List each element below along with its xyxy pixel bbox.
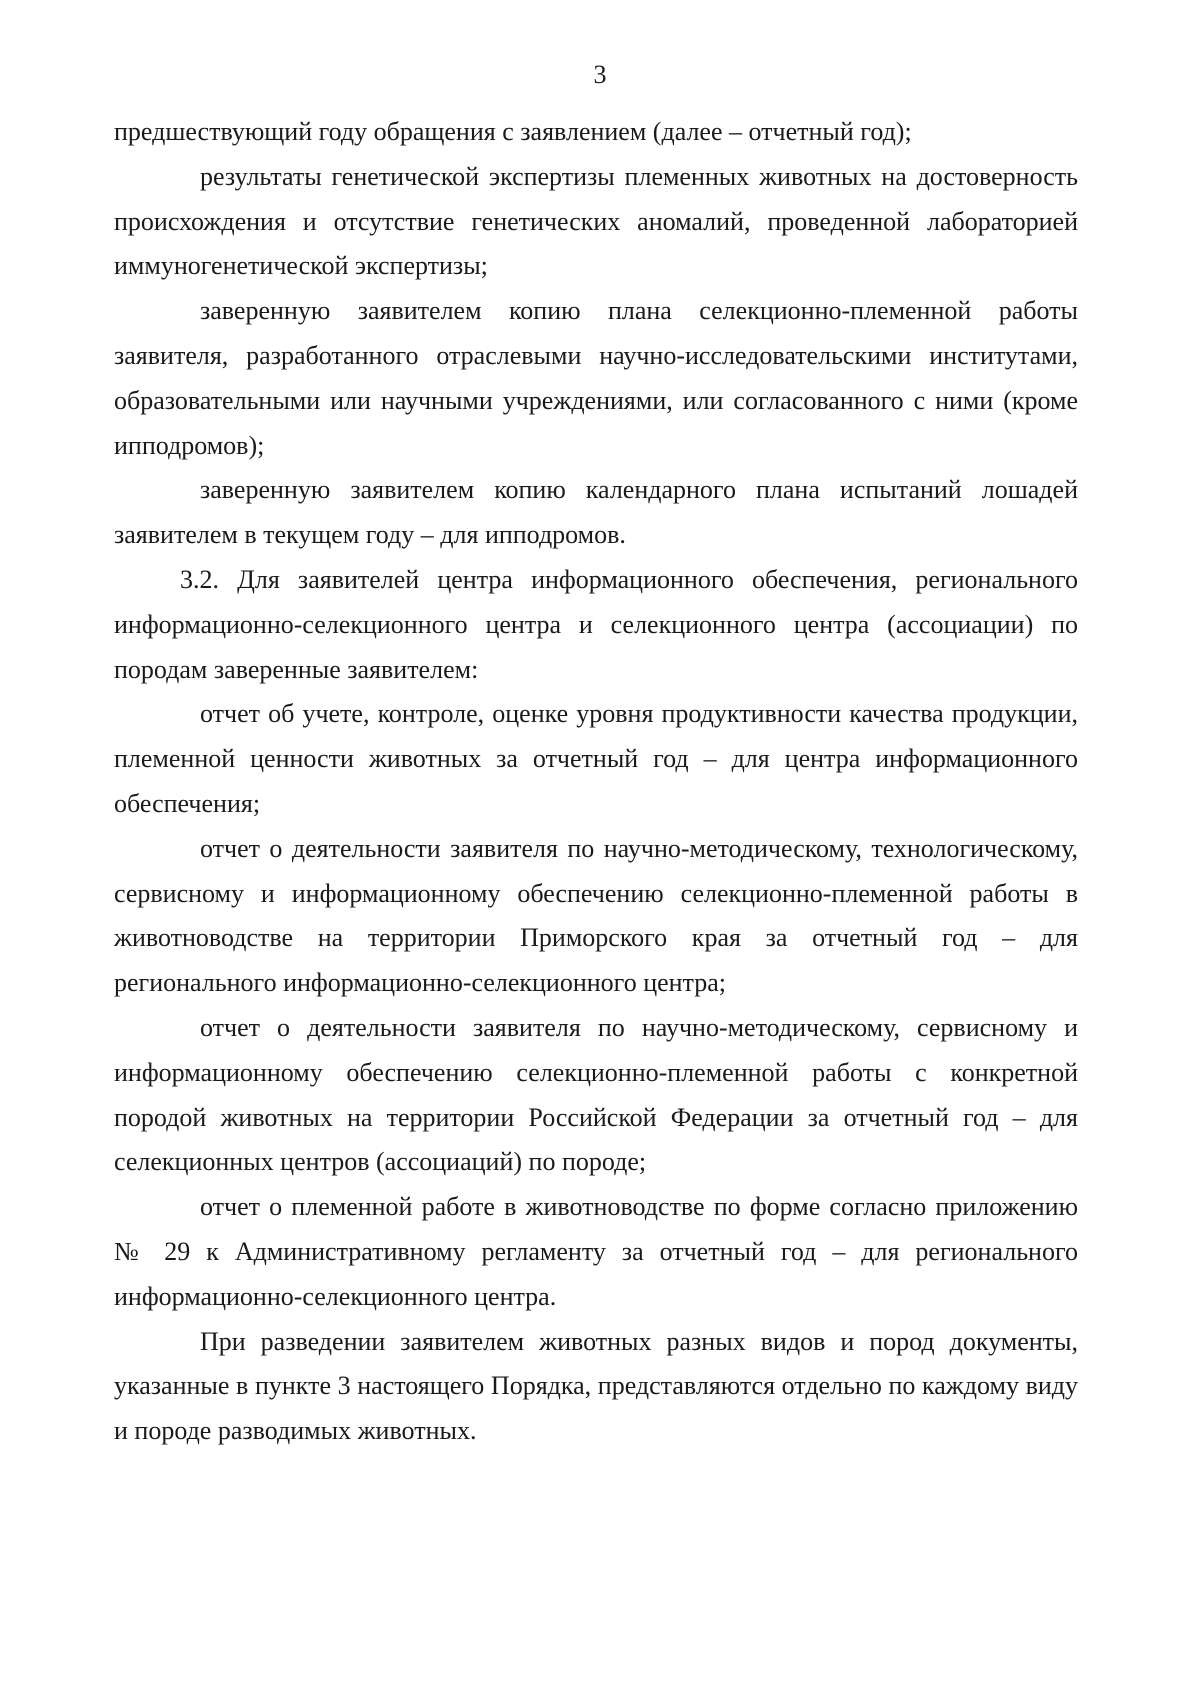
paragraph-info-center-report: отчет об учете, контроле, оценке уровня продуктивности качества продукции, племенной ценности животных за отчетный год – для центра информационного обеспечения; <box>114 699 1078 818</box>
paragraph-multiple-species: При разведении заявителем животных разных видов и пород документы, указанные в пункте 3 настоящего Порядка, представляются отдельно по каждому виду и породе разводимых животных. <box>114 1326 1078 1446</box>
paragraph-breed-association-report: отчет о деятельности заявителя по научно-методическому, сервисному и информационному обеспечению селекционно-племенной работы с конкретной породой животных на территории Российской Федерации за отчетный год – для селекционных центров (ассоциаций) по породе; <box>114 1012 1078 1177</box>
paragraph-section-3-2: 3.2. Для заявителей центра информационного обеспечения, регионального информационно-селекционного центра и селекционного центра (ассоциации) по породам заверенные заявителем: <box>114 564 1078 684</box>
document-body <box>114 110 1078 1454</box>
paragraph-breeding-work-report: отчет о племенной работе в животноводстве по форме согласно приложению № 29 к Административному регламенту за отчетный год – для регионального информационно-селекционного центра. <box>114 1192 1078 1311</box>
paragraph-continuation: предшествующий году обращения с заявлением (далее – отчетный год); <box>114 117 912 146</box>
paragraph-genetic-expertise: результаты генетической экспертизы племенных животных на достоверность происхождения и отсутствие генетических аномалий, проведенной лабораторией иммуногенетической экспертизы; <box>114 161 1078 281</box>
paragraph-horse-trials-plan: заверенную заявителем копию календарного плана испытаний лошадей заявителем в текущем году – для ипподромов. <box>114 475 1078 550</box>
paragraph-breeding-plan-copy: заверенную заявителем копию плана селекционно-племенной работы заявителя, разработанного отраслевыми научно-исследовательскими институтами, образовательными или научными учреждениями, или согласованного с ними (кроме ипподромов); <box>114 296 1078 460</box>
page-number: 3 <box>593 60 607 89</box>
paragraph-regional-center-report: отчет о деятельности заявителя по научно-методическому, технологическому, сервисному и информационному обеспечению селекционно-племенной работы в животноводстве на территории Приморского края за отчетный год – для регионального информационно-селекционного центра; <box>114 833 1078 998</box>
